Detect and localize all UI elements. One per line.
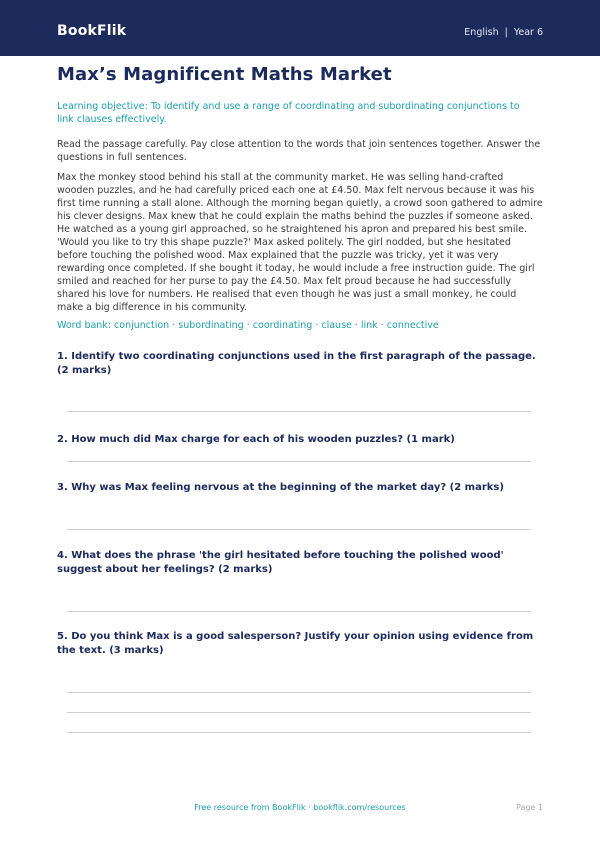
header-bar	[0, 0, 600, 56]
answer-line[interactable]	[67, 732, 531, 733]
subject-label: English	[464, 27, 499, 38]
page-number: Page 1	[516, 803, 543, 812]
answer-line[interactable]	[67, 692, 531, 693]
footer-link[interactable]: Free resource from BookFlik · bookflik.com/resources	[194, 803, 406, 812]
instructions: Read the passage carefully. Pay close attention to the words that join sentences together. Answer the questions in full sentences.	[57, 139, 541, 163]
subject-year-label	[464, 27, 543, 38]
page-title: Max’s Magnificent Maths Market	[57, 64, 392, 85]
question-2: 2. How much did Max charge for each of his wooden puzzles? (1 mark)	[57, 434, 455, 445]
word-bank: Word bank: conjunction · subordinating · coordinating · clause · link · connective	[57, 320, 439, 331]
answer-line[interactable]	[67, 529, 531, 530]
answer-line[interactable]	[67, 461, 531, 462]
question-5: 5. Do you think Max is a good salesperson? Justify your opinion using evidence from the text. (3 marks)	[57, 631, 534, 656]
year-label: Year 6	[513, 27, 543, 38]
answer-line[interactable]	[67, 411, 531, 412]
question-4: 4. What does the phrase 'the girl hesitated before touching the polished wood' suggest about her feelings? (2 marks)	[57, 550, 504, 575]
brand-logo[interactable]: BookFlik	[57, 23, 127, 39]
answer-line[interactable]	[67, 611, 531, 612]
answer-line[interactable]	[67, 712, 531, 713]
learning-objective: Learning objective: To identify and use a range of coordinating and subordinating conjunctions to link clauses effectively.	[57, 101, 520, 125]
reading-passage: Max the monkey stood behind his stall at the community market. He was selling hand-crafted wooden puzzles, and he had carefully priced each one at £4.50. Max felt nervous because it was his first time running a stall alone. Although the morning began quietly, a crowd soon gathered to admire his clever designs. Max knew that he could explain the maths behind the puzzles if someone asked. He watched as a young girl approached, so he straightened his apron and prepared his best smile. 'Would you like to try this shape puzzle?' Max asked politely. The girl nodded, but she hesitated before touching the polished wood. Max explained that the puzzle was tricky, yet it was very rewarding once completed. If she bought it today, he would include a free instruction guide. The girl smiled and reached for her purse to pay the £4.50. Max felt proud because he had successfully shared his love for numbers. He realised that even though he was just a small monkey, he could make a big difference in his community.	[57, 172, 543, 313]
question-3: 3. Why was Max feeling nervous at the beginning of the market day? (2 marks)	[57, 482, 504, 493]
separator: |	[504, 27, 508, 38]
question-1: 1. Identify two coordinating conjunctions used in the first paragraph of the passage. (2 marks)	[57, 351, 536, 376]
